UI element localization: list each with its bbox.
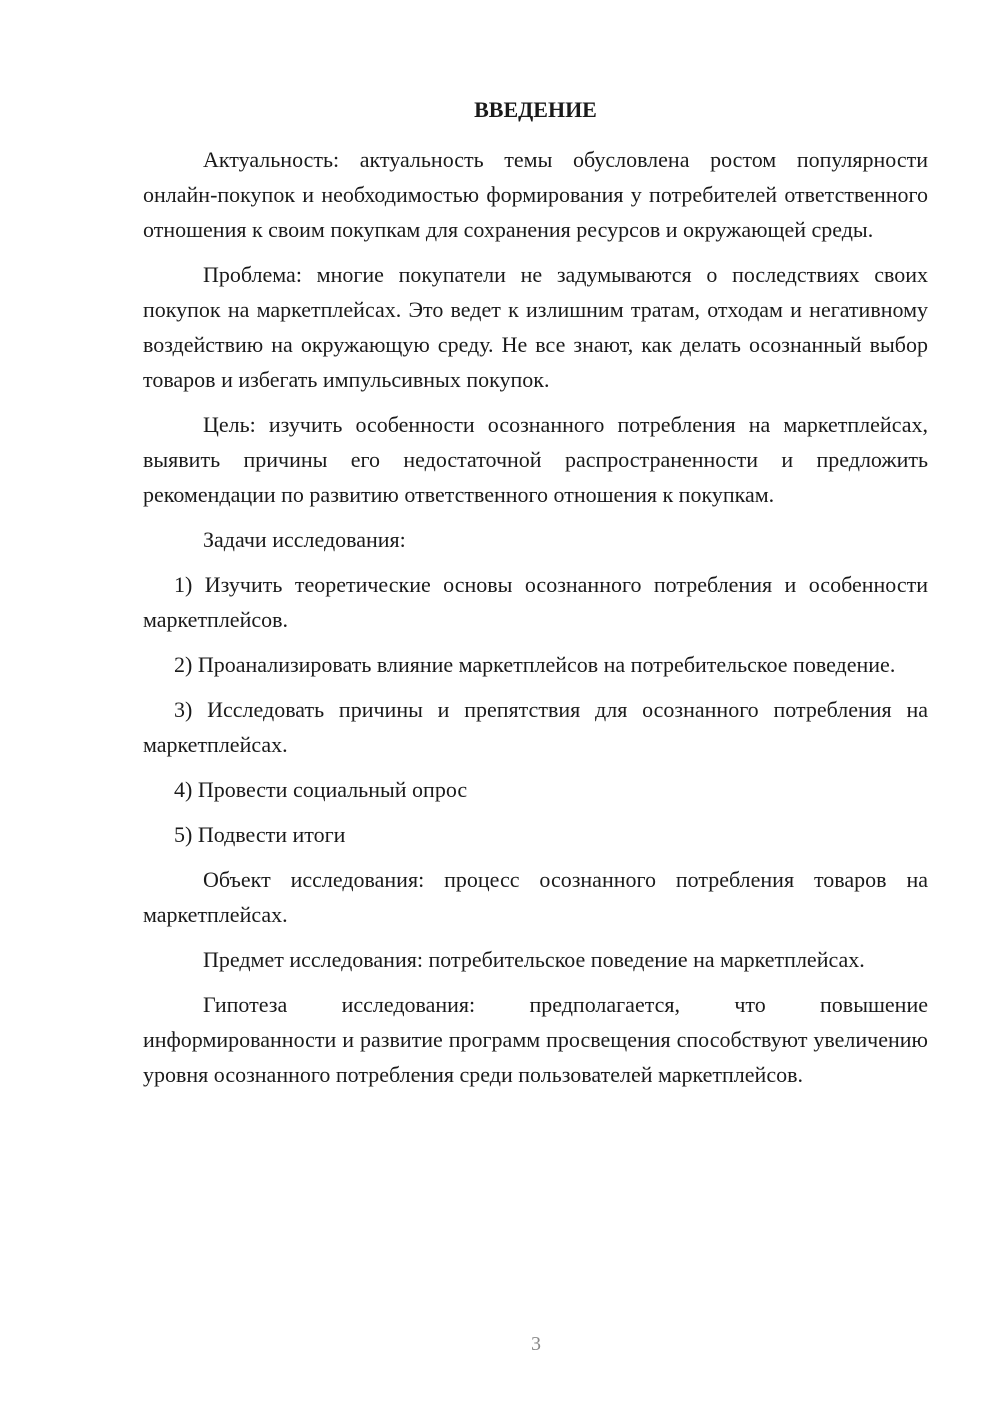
page-title: ВВЕДЕНИЕ — [474, 97, 597, 122]
document-page — [143, 96, 928, 1102]
paragraph-relevance: Актуальность: актуальность темы обусловлена ростом популярности онлайн-покупок и необходимостью формирования у потребителей ответственного отношения к своим покупкам для сохранения ресурсов и окружающей среды. — [143, 147, 928, 242]
paragraph-hypothesis: Гипотеза исследования: предполагается, что повышение информированности и развитие программ просвещения способствуют увеличению уровня осознанного потребления среди пользователей маркетплейсов. — [143, 992, 928, 1087]
task-item: 5) Подвести итоги — [174, 822, 346, 847]
paragraph-problem: Проблема: многие покупатели не задумываются о последствиях своих покупок на маркетплейсах. Это ведет к излишним тратам, отходам и негативному воздействию на окружающую среду. Не все знают, как делать осознанный выбор товаров и избегать импульсивных покупок. — [143, 262, 928, 392]
tasks-heading: Задачи исследования: — [203, 527, 406, 552]
paragraph-goal: Цель: изучить особенности осознанного потребления на маркетплейсах, выявить причины его недостаточной распространенности и предложить рекомендации по развитию ответственного отношения к покупкам. — [143, 412, 928, 507]
task-item: 2) Проанализировать влияние маркетплейсов на потребительское поведение. — [174, 652, 896, 677]
task-item: 1) Изучить теоретические основы осознанного потребления и особенности маркетплейсов. — [143, 572, 928, 632]
paragraph-object: Объект исследования: процесс осознанного потребления товаров на маркетплейсах. — [143, 867, 928, 927]
task-item: 4) Провести социальный опрос — [174, 777, 468, 802]
task-item: 3) Исследовать причины и препятствия для осознанного потребления на маркетплейсах. — [143, 697, 928, 757]
page-number: 3 — [531, 1333, 541, 1355]
paragraph-subject: Предмет исследования: потребительское поведение на маркетплейсах. — [203, 947, 865, 972]
